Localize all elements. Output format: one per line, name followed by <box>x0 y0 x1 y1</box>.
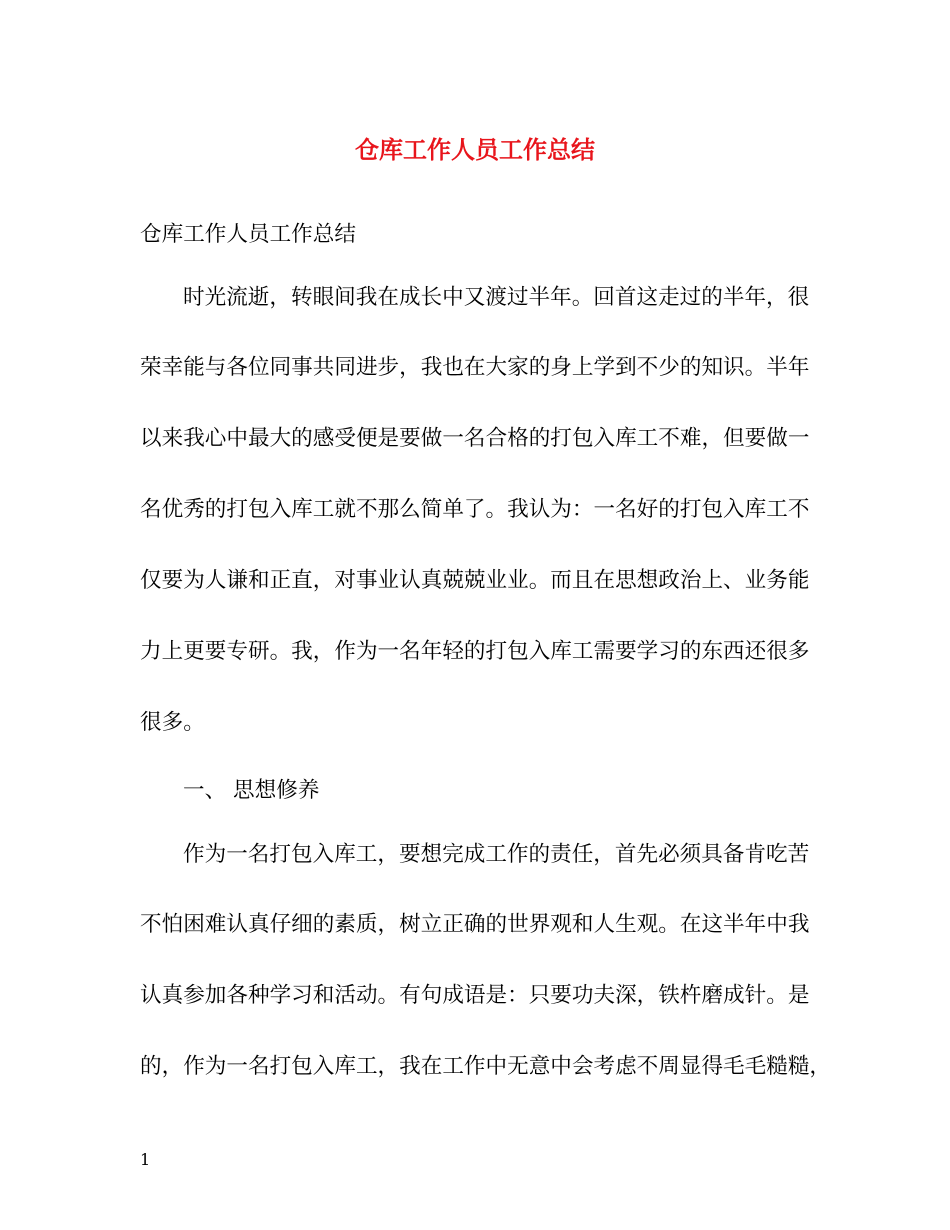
paragraph-line: 力上更要专研。我，作为一名年轻的打包入库工需要学习的东西还很多 <box>140 639 810 664</box>
paragraph-line: 认真参加各种学习和活动。有句成语是：只要功夫深，铁杵磨成针。是 <box>140 983 810 1008</box>
paragraph-line: 时光流逝，转眼间我在成长中又渡过半年。回首这走过的半年，很 <box>183 285 810 310</box>
paragraph-line: 不怕困难认真仔细的素质，树立正确的世界观和人生观。在这半年中我 <box>140 912 810 937</box>
paragraph-line: 以来我心中最大的感受便是要做一名合格的打包入库工不难，但要做一 <box>140 426 810 451</box>
document-subtitle: 仓库工作人员工作总结 <box>140 222 356 247</box>
page-number: 1 <box>140 1150 151 1169</box>
section-heading: 一、 思想修养 <box>183 778 320 803</box>
paragraph-line: 仅要为人谦和正直，对事业认真兢兢业业。而且在思想政治上、业务能 <box>140 568 810 593</box>
document-title: 仓库工作人员工作总结 <box>355 135 595 164</box>
paragraph-line: 名优秀的打包入库工就不那么简单了。我认为：一名好的打包入库工不 <box>140 497 810 522</box>
paragraph-line: 荣幸能与各位同事共同进步，我也在大家的身上学到不少的知识。半年 <box>140 355 810 380</box>
paragraph-line: 的，作为一名打包入库工，我在工作中无意中会考虑不周显得毛毛糙糙， <box>140 1054 832 1079</box>
paragraph-line: 作为一名打包入库工，要想完成工作的责任，首先必须具备肯吃苦 <box>183 842 810 867</box>
paragraph-line: 很多。 <box>140 710 205 735</box>
